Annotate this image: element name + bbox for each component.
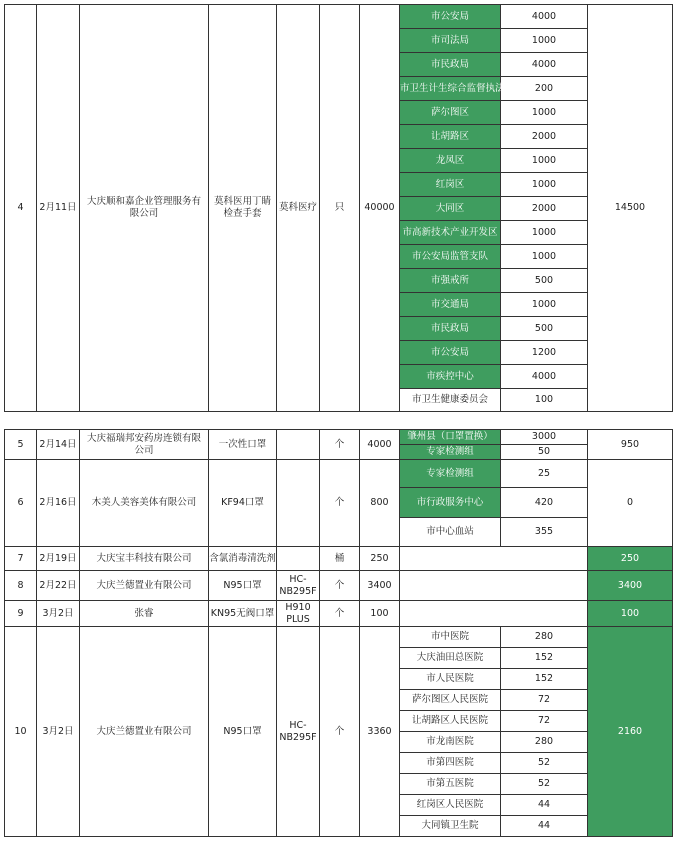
recipient-amount: 200 bbox=[501, 77, 588, 101]
recipient-amount: 280 bbox=[501, 732, 588, 753]
item-quantity: 3400 bbox=[360, 571, 400, 601]
recipient-amount: 152 bbox=[501, 669, 588, 690]
remaining-stock: 250 bbox=[588, 547, 673, 571]
recipient-amount: 500 bbox=[501, 269, 588, 293]
recipient-amount: 3000 bbox=[501, 430, 588, 445]
item-name: KN95无阀口罩 bbox=[209, 601, 277, 627]
recipient-amount: 280 bbox=[501, 627, 588, 648]
recipient-amount: 25 bbox=[501, 460, 588, 488]
row-number: 10 bbox=[5, 627, 37, 837]
donor-company: 大庆顺和嘉企业管理服务有限公司 bbox=[80, 5, 209, 412]
item-spec bbox=[277, 547, 320, 571]
item-unit: 个 bbox=[320, 430, 360, 460]
recipient-org: 市公安局监管支队 bbox=[400, 245, 501, 269]
item-quantity: 4000 bbox=[360, 430, 400, 460]
remaining-stock: 3400 bbox=[588, 571, 673, 601]
recipient-amount: 44 bbox=[501, 816, 588, 837]
remaining-stock: 100 bbox=[588, 601, 673, 627]
recipient-org: 市公安局 bbox=[400, 341, 501, 365]
recipient-org: 市高新技术产业开发区 bbox=[400, 221, 501, 245]
recipient-amount: 1000 bbox=[501, 293, 588, 317]
recipient-amount: 4000 bbox=[501, 365, 588, 389]
recipient-org: 市中心血站 bbox=[400, 518, 501, 547]
row-number: 8 bbox=[5, 571, 37, 601]
recipient-org: 让胡路区 bbox=[400, 125, 501, 149]
item-name: 莫科医用丁睛检查手套 bbox=[209, 5, 277, 412]
donation-date: 2月16日 bbox=[37, 460, 80, 547]
recipient-org: 大庆油田总医院 bbox=[400, 648, 501, 669]
donation-table-block-1 bbox=[4, 4, 673, 412]
donor-company: 大庆宝丰科技有限公司 bbox=[80, 547, 209, 571]
row-number: 4 bbox=[5, 5, 37, 412]
donation-date: 2月14日 bbox=[37, 430, 80, 460]
item-name: N95口罩 bbox=[209, 571, 277, 601]
item-unit: 个 bbox=[320, 460, 360, 547]
recipient-org: 市疾控中心 bbox=[400, 365, 501, 389]
item-quantity: 3360 bbox=[360, 627, 400, 837]
remaining-stock: 0 bbox=[588, 460, 673, 547]
recipient-amount: 420 bbox=[501, 488, 588, 518]
recipient-org: 红岗区 bbox=[400, 173, 501, 197]
recipient-amount: 52 bbox=[501, 774, 588, 795]
item-unit: 个 bbox=[320, 571, 360, 601]
item-quantity: 800 bbox=[360, 460, 400, 547]
row-number: 9 bbox=[5, 601, 37, 627]
recipient-amount: 1000 bbox=[501, 245, 588, 269]
donor-company: 大庆兰德置业有限公司 bbox=[80, 627, 209, 837]
donation-date: 2月19日 bbox=[37, 547, 80, 571]
recipient-org: 市强戒所 bbox=[400, 269, 501, 293]
remaining-stock: 14500 bbox=[588, 5, 673, 412]
recipient-org: 市卫生健康委员会 bbox=[400, 389, 501, 412]
recipient-org: 龙凤区 bbox=[400, 149, 501, 173]
item-name: 一次性口罩 bbox=[209, 430, 277, 460]
item-unit: 只 bbox=[320, 5, 360, 412]
donation-date: 2月22日 bbox=[37, 571, 80, 601]
recipient-amount: 1000 bbox=[501, 101, 588, 125]
recipient-org: 市第四医院 bbox=[400, 753, 501, 774]
item-unit: 桶 bbox=[320, 547, 360, 571]
item-spec: H910 PLUS bbox=[277, 601, 320, 627]
recipient-empty bbox=[400, 547, 588, 571]
recipient-org: 市第五医院 bbox=[400, 774, 501, 795]
row-number: 7 bbox=[5, 547, 37, 571]
remaining-stock: 2160 bbox=[588, 627, 673, 837]
recipient-org: 市龙南医院 bbox=[400, 732, 501, 753]
donation-date: 3月2日 bbox=[37, 601, 80, 627]
item-quantity: 250 bbox=[360, 547, 400, 571]
recipient-org: 大同镇卫生院 bbox=[400, 816, 501, 837]
item-quantity: 100 bbox=[360, 601, 400, 627]
item-spec bbox=[277, 460, 320, 547]
recipient-amount: 44 bbox=[501, 795, 588, 816]
recipient-amount: 152 bbox=[501, 648, 588, 669]
recipient-org: 大同区 bbox=[400, 197, 501, 221]
recipient-org: 市中医院 bbox=[400, 627, 501, 648]
donor-company: 大庆福瑞邦安药房连锁有限公司 bbox=[80, 430, 209, 460]
recipient-amount: 1000 bbox=[501, 29, 588, 53]
remaining-stock: 950 bbox=[588, 430, 673, 460]
item-quantity: 40000 bbox=[360, 5, 400, 412]
recipient-org: 市卫生计生综合监督执法局 bbox=[400, 77, 501, 101]
recipient-org: 专家检测组 bbox=[400, 445, 501, 460]
recipient-amount: 52 bbox=[501, 753, 588, 774]
recipient-empty bbox=[400, 601, 588, 627]
recipient-org: 市民政局 bbox=[400, 53, 501, 77]
recipient-org: 红岗区人民医院 bbox=[400, 795, 501, 816]
recipient-org: 让胡路区人民医院 bbox=[400, 711, 501, 732]
recipient-amount: 1200 bbox=[501, 341, 588, 365]
recipient-amount: 1000 bbox=[501, 221, 588, 245]
item-spec: 莫科医疗 bbox=[277, 5, 320, 412]
recipient-org: 萨尔图区 bbox=[400, 101, 501, 125]
recipient-amount: 1000 bbox=[501, 173, 588, 197]
item-name: KF94口罩 bbox=[209, 460, 277, 547]
recipient-amount: 4000 bbox=[501, 53, 588, 77]
item-unit: 个 bbox=[320, 601, 360, 627]
recipient-amount: 72 bbox=[501, 690, 588, 711]
item-spec: HC-NB295F bbox=[277, 627, 320, 837]
recipient-org: 市司法局 bbox=[400, 29, 501, 53]
donor-company: 张睿 bbox=[80, 601, 209, 627]
item-unit: 个 bbox=[320, 627, 360, 837]
recipient-amount: 1000 bbox=[501, 149, 588, 173]
row-number: 5 bbox=[5, 430, 37, 460]
recipient-amount: 2000 bbox=[501, 197, 588, 221]
recipient-amount: 500 bbox=[501, 317, 588, 341]
item-name: 含氯消毒清洗剂 bbox=[209, 547, 277, 571]
donor-company: 木美人美容美体有限公司 bbox=[80, 460, 209, 547]
recipient-org: 市公安局 bbox=[400, 5, 501, 29]
recipient-org: 专家检测组 bbox=[400, 460, 501, 488]
item-spec bbox=[277, 430, 320, 460]
recipient-amount: 355 bbox=[501, 518, 588, 547]
recipient-org: 市行政服务中心 bbox=[400, 488, 501, 518]
recipient-amount: 72 bbox=[501, 711, 588, 732]
recipient-amount: 2000 bbox=[501, 125, 588, 149]
recipient-amount: 50 bbox=[501, 445, 588, 460]
item-name: N95口罩 bbox=[209, 627, 277, 837]
row-number: 6 bbox=[5, 460, 37, 547]
item-spec: HC-NB295F bbox=[277, 571, 320, 601]
recipient-amount: 100 bbox=[501, 389, 588, 412]
donation-date: 3月2日 bbox=[37, 627, 80, 837]
recipient-org: 市人民医院 bbox=[400, 669, 501, 690]
donation-date: 2月11日 bbox=[37, 5, 80, 412]
recipient-empty bbox=[400, 571, 588, 601]
recipient-org: 肇州县（口罩置换） bbox=[400, 430, 501, 445]
recipient-org: 市交通局 bbox=[400, 293, 501, 317]
recipient-org: 市民政局 bbox=[400, 317, 501, 341]
donor-company: 大庆兰德置业有限公司 bbox=[80, 571, 209, 601]
recipient-amount: 4000 bbox=[501, 5, 588, 29]
donation-table-block-2 bbox=[4, 429, 673, 837]
recipient-org: 萨尔图区人民医院 bbox=[400, 690, 501, 711]
